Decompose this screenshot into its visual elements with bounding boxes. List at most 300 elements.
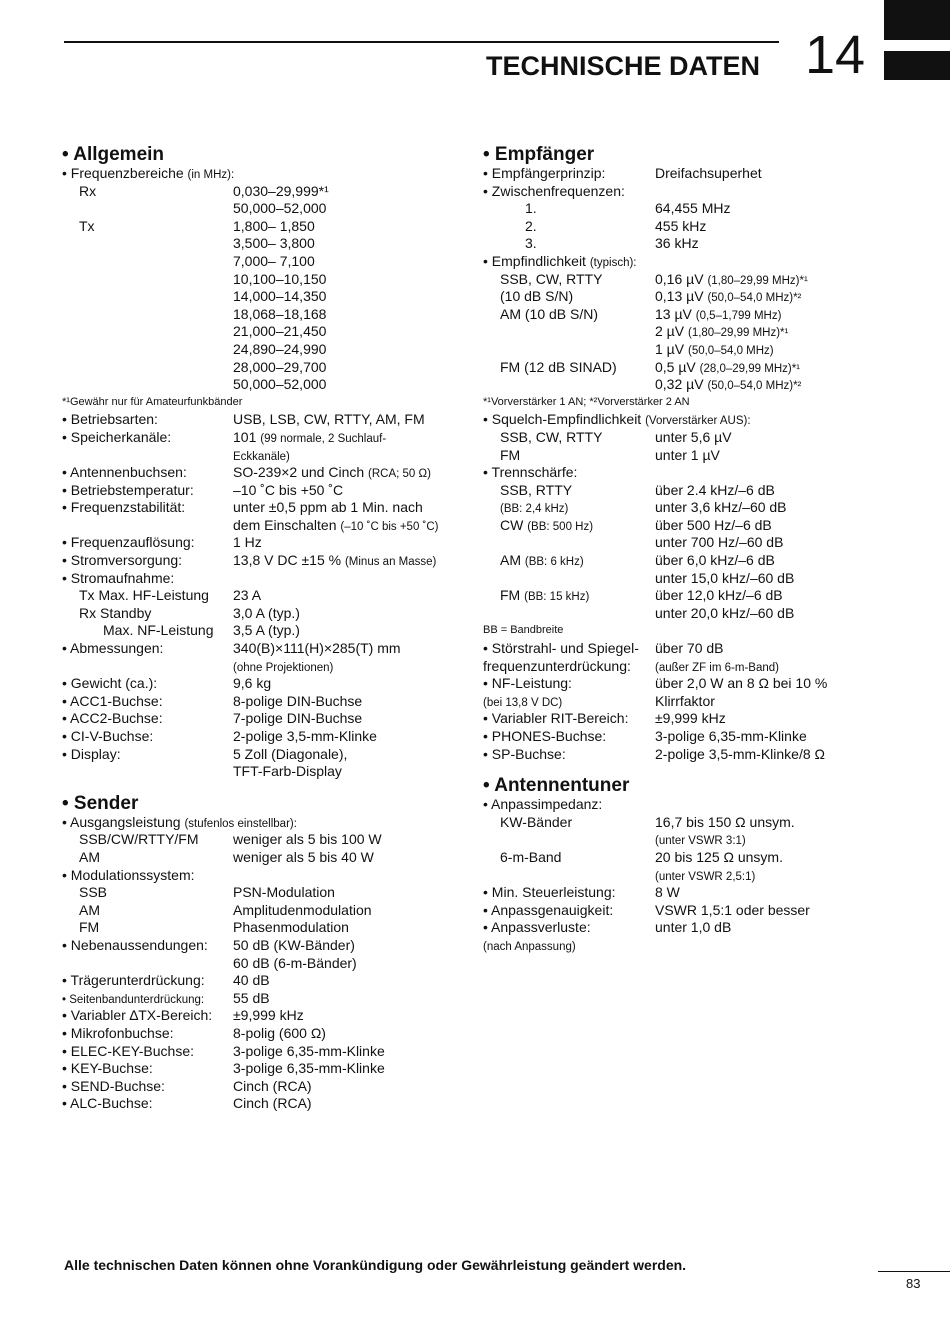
spec-value-text: unter 1 µV	[655, 446, 720, 463]
spec-label-text: • ALC-Buchse:	[62, 1095, 153, 1112]
spec-row	[62, 552, 472, 570]
spec-label-text: FM	[79, 919, 100, 936]
spec-value-note: (unter VSWR 2,5:1)	[655, 870, 756, 883]
spec-label-text: • SP-Buchse:	[483, 745, 566, 762]
spec-value	[233, 693, 362, 711]
spec-row	[62, 746, 472, 764]
spec-row	[483, 902, 923, 920]
spec-label-text: Rx Standby	[79, 604, 152, 621]
spec-value-text: 1 Hz	[233, 534, 262, 551]
spec-value-text: ±9,999 kHz	[233, 1007, 304, 1024]
spec-label	[483, 849, 561, 867]
spec-label	[62, 499, 185, 517]
spec-row	[62, 849, 472, 867]
spec-value	[655, 235, 699, 253]
chapter-tab-block	[884, 51, 950, 80]
spec-value-text: über 2,0 W an 8 Ω bei 10 %	[655, 675, 828, 692]
spec-row	[483, 640, 923, 658]
spec-row	[62, 937, 472, 955]
spec-row	[62, 867, 472, 885]
spec-value-note: (50,0–54,0 MHz)	[687, 344, 774, 357]
footnote: *¹Gewähr nur für Amateurfunkbänder	[62, 395, 243, 408]
spec-row	[483, 867, 923, 885]
spec-label-text: SSB/CW/RTTY/FM	[79, 831, 199, 848]
spec-value-text: 14,000–14,350	[233, 288, 327, 305]
spec-label	[483, 306, 598, 324]
spec-row	[483, 919, 923, 937]
spec-value	[655, 200, 730, 218]
spec-row	[62, 1025, 472, 1043]
spec-label-text: SSB, RTTY	[500, 481, 573, 498]
spec-row	[483, 218, 923, 236]
spec-value-text: Klirrfaktor	[655, 692, 715, 709]
spec-value-text: Amplitudenmodulation	[233, 901, 372, 918]
spec-label-text: • Frequenzbereiche	[62, 165, 188, 181]
spec-label-text: 6-m-Band	[500, 848, 562, 865]
spec-value-text: 3,0 A (typ.)	[233, 604, 300, 621]
spec-row	[62, 271, 472, 289]
spec-label-text: • Betriebstemperatur:	[62, 481, 194, 498]
spec-label	[483, 464, 577, 482]
spec-row	[483, 728, 923, 746]
spec-value	[233, 271, 326, 289]
spec-label	[62, 587, 209, 605]
spec-row	[483, 323, 923, 341]
spec-value	[655, 849, 783, 867]
spec-label-text: • Empfindlichkeit	[483, 252, 590, 269]
spec-row	[483, 235, 923, 253]
spec-label	[62, 710, 163, 728]
spec-label	[62, 1078, 165, 1096]
spec-value-text: 3-polige 6,35-mm-Klinke	[233, 1042, 385, 1059]
spec-value	[233, 359, 326, 377]
spec-row	[483, 183, 923, 201]
chapter-number: 14	[805, 25, 866, 85]
spec-label-text: • Mikrofonbuchse:	[62, 1024, 174, 1041]
spec-label	[62, 1025, 174, 1043]
spec-row	[483, 710, 923, 728]
spec-value-text: 24,890–24,990	[233, 340, 327, 357]
spec-row	[483, 587, 923, 605]
spec-row	[483, 831, 923, 849]
spec-value-text: 28,000–29,700	[233, 358, 327, 375]
spec-row	[62, 658, 472, 676]
spec-value	[655, 165, 762, 183]
spec-label-text: • Trägerunterdrückung:	[62, 972, 205, 989]
spec-row	[62, 447, 472, 465]
spec-value-text: 16,7 bis 150 Ω unsym.	[655, 813, 795, 830]
spec-label	[483, 884, 616, 902]
spec-value-text: 3,500– 3,800	[233, 235, 315, 252]
spec-value-text: über 6,0 kHz/–6 dB	[655, 552, 775, 569]
spec-row	[62, 728, 472, 746]
spec-label	[62, 1060, 153, 1078]
spec-label-text: • Zwischenfrequenzen:	[483, 182, 625, 199]
spec-label-text: • Speicherkanäle:	[62, 428, 172, 445]
spec-row	[62, 288, 472, 306]
spec-label-text: FM (12 dB SINAD)	[500, 358, 617, 375]
spec-row	[483, 675, 923, 693]
spec-row	[483, 464, 923, 482]
spec-value-text: 10,100–10,150	[233, 270, 327, 287]
spec-value	[233, 1078, 312, 1096]
spec-value	[655, 814, 795, 832]
spec-value-text: 2-polige 3,5-mm-Klinke	[233, 728, 377, 744]
page-number-rule	[878, 1271, 950, 1272]
spec-row	[62, 235, 472, 253]
spec-label-note: (nach Anpassung)	[483, 940, 576, 953]
spec-value-note: (99 normale, 2 Suchlauf-	[260, 432, 387, 445]
spec-label-note: • Seitenbandunterdrückung:	[62, 993, 205, 1006]
spec-label	[62, 482, 194, 500]
spec-value-text: unter 20,0 kHz/–60 dB	[655, 604, 795, 621]
spec-row	[483, 937, 923, 955]
spec-label-text: • SEND-Buchse:	[62, 1077, 165, 1094]
spec-value-note: (–10 ˚C bis +50 ˚C)	[340, 520, 439, 533]
spec-label	[483, 271, 602, 289]
spec-value	[233, 902, 372, 920]
spec-label-text: • Gewicht (ca.):	[62, 675, 158, 692]
spec-label	[483, 482, 572, 500]
page-title: TECHNISCHE DATEN	[486, 51, 761, 81]
spec-label	[62, 746, 121, 764]
spec-value-note: (ohne Projektionen)	[233, 661, 334, 674]
spec-value-note: (außer ZF im 6-m-Band)	[655, 661, 779, 674]
spec-label-text: • ACC1-Buchse:	[62, 692, 163, 709]
spec-label-text: • Abmessungen:	[62, 640, 164, 657]
spec-label	[483, 640, 639, 658]
spec-value-text: –10 ˚C bis +50 ˚C	[233, 481, 344, 498]
spec-label-text: • Stromversorgung:	[62, 552, 183, 569]
spec-label	[62, 902, 100, 920]
spec-label-text: AM	[500, 552, 525, 569]
spec-label	[62, 183, 96, 201]
spec-row	[62, 464, 472, 482]
spec-row	[62, 831, 472, 849]
spec-value-text: unter 1,0 dB	[655, 919, 732, 936]
spec-row	[62, 919, 472, 937]
spec-row	[62, 955, 472, 973]
spec-value-text: Dreifachsuperhet	[655, 165, 762, 181]
spec-label	[483, 658, 631, 676]
spec-row	[62, 341, 472, 359]
spec-label	[483, 710, 628, 728]
spec-label	[62, 570, 174, 588]
spec-label	[62, 411, 158, 429]
spec-value	[233, 919, 349, 937]
spec-row	[483, 849, 923, 867]
spec-row	[62, 972, 472, 990]
spec-value-text: Phasenmodulation	[233, 919, 349, 936]
spec-value-text: 2-polige 3,5-mm-Klinke/8 Ω	[655, 745, 825, 762]
spec-value-note: (unter VSWR 3:1)	[655, 835, 746, 848]
spec-value	[233, 849, 374, 867]
spec-value	[655, 710, 726, 728]
spec-value-text: 60 dB (6-m-Bänder)	[233, 954, 357, 971]
spec-label-text: • Nebenaussendungen:	[62, 936, 208, 953]
spec-row	[62, 411, 472, 429]
spec-label	[483, 937, 576, 957]
spec-label-text: • Frequenzauflösung:	[62, 534, 195, 551]
spec-value	[233, 323, 326, 341]
spec-value-text: 7-polige DIN-Buchse	[233, 710, 363, 727]
spec-value	[655, 499, 787, 517]
spec-label-text: FM	[500, 587, 525, 604]
spec-row	[483, 306, 923, 324]
spec-value-text: VSWR 1,5:1 oder besser	[655, 901, 810, 918]
spec-label	[483, 183, 625, 201]
spec-row	[62, 359, 472, 377]
spec-row	[62, 1078, 472, 1096]
spec-label	[62, 675, 157, 693]
spec-value-text: SO-239×2 und Cinch	[233, 464, 369, 481]
spec-row	[483, 200, 923, 218]
spec-label	[483, 235, 537, 253]
spec-label-text: (10 dB S/N)	[500, 288, 574, 305]
spec-row	[483, 884, 923, 902]
section-gap	[62, 781, 472, 794]
spec-value-text: 0,32 µV	[655, 376, 708, 393]
spec-label	[62, 464, 187, 482]
spec-label	[483, 902, 613, 920]
spec-row	[483, 411, 923, 429]
spec-label-text: Rx	[79, 182, 97, 199]
spec-value	[655, 482, 775, 500]
spec-row	[483, 165, 923, 183]
spec-label-text: • Variabler RIT-Bereich:	[483, 710, 629, 727]
section-heading: • Sender	[62, 792, 139, 814]
spec-label-text: • Ausgangsleistung	[62, 813, 185, 830]
spec-label-note: (in MHz):	[187, 169, 235, 181]
spec-value-text: unter 5,6 µV	[655, 428, 732, 445]
spec-row	[483, 534, 923, 552]
spec-value	[233, 955, 357, 973]
spec-label-text: SSB	[79, 884, 108, 901]
spec-value	[233, 1025, 326, 1043]
spec-value-note: (0,5–1,799 MHz)	[695, 309, 782, 322]
spec-row	[62, 675, 472, 693]
spec-label-text: • Squelch-Empfindlichkeit	[483, 411, 646, 428]
spec-value-note: (1,80–29,99 MHz)*¹	[687, 327, 789, 340]
spec-value-text: 8-polige DIN-Buchse	[233, 692, 363, 709]
spec-value	[655, 640, 724, 658]
spec-value-text: 0,13 µV	[655, 288, 708, 305]
spec-value	[233, 218, 315, 236]
spec-value	[233, 831, 382, 849]
spec-value-text: 5 Zoll (Diagonale),	[233, 745, 348, 762]
spec-value-text: 1 µV	[655, 340, 688, 357]
spec-value	[655, 605, 794, 623]
spec-value-text: 18,068–18,168	[233, 305, 327, 322]
spec-value	[655, 902, 810, 920]
spec-value	[233, 640, 401, 658]
spec-value-text: 13 µV	[655, 305, 696, 322]
chapter-tab-block-top	[884, 0, 950, 40]
spec-value	[655, 570, 794, 588]
spec-row	[62, 165, 472, 183]
spec-value-text: 0,030–29,999*¹	[233, 182, 329, 199]
spec-row	[483, 376, 923, 394]
spec-label-text: • Anpassimpedanz:	[483, 796, 603, 813]
spec-label	[483, 288, 573, 306]
spec-row	[62, 1095, 472, 1113]
spec-label	[62, 218, 95, 236]
footer-disclaimer: Alle technischen Daten können ohne Vorankündigung oder Gewährleistung geändert werden.	[64, 1257, 687, 1273]
spec-value	[655, 693, 715, 711]
spec-label-text: • ACC2-Buchse:	[62, 710, 163, 727]
spec-value-note: (RCA; 50 Ω)	[368, 468, 431, 481]
spec-label-text: • Variabler ∆TX-Bereich:	[62, 1007, 213, 1024]
spec-value	[233, 587, 261, 605]
spec-value-text: TFT-Farb-Display	[233, 763, 342, 780]
spec-row	[483, 499, 923, 517]
spec-value-text: 455 kHz	[655, 217, 707, 234]
right-column	[483, 145, 923, 955]
spec-value-text: unter 3,6 kHz/–60 dB	[655, 499, 787, 516]
spec-label	[483, 919, 591, 937]
spec-value	[655, 919, 731, 937]
spec-row	[62, 710, 472, 728]
footnote: BB = Bandbreite	[483, 624, 564, 637]
spec-value-note: (50,0–54,0 MHz)*²	[707, 380, 802, 393]
spec-label	[62, 1007, 212, 1025]
spec-row	[483, 517, 923, 535]
spec-value-text: über 12,0 kHz/–6 dB	[655, 587, 783, 604]
spec-row	[62, 376, 472, 394]
spec-value	[655, 218, 706, 236]
spec-label-text: • Trennschärfe:	[483, 464, 578, 481]
spec-row	[483, 746, 923, 764]
spec-row	[483, 796, 923, 814]
spec-value	[233, 200, 326, 218]
spec-label-text: • Anpassverluste:	[483, 919, 591, 936]
spec-value	[655, 517, 772, 535]
spec-label-text: • Betriebsarten:	[62, 411, 158, 428]
spec-value-text: 101	[233, 428, 261, 445]
spec-label	[62, 693, 163, 711]
spec-row	[483, 288, 923, 306]
spec-label-text: AM (10 dB S/N)	[500, 305, 599, 322]
spec-value-text: 8-polig (600 Ω)	[233, 1024, 326, 1041]
spec-row	[62, 218, 472, 236]
spec-value	[233, 341, 326, 359]
spec-label-text: • Antennenbuchsen:	[62, 464, 187, 481]
spec-label-text: AM	[79, 848, 100, 865]
spec-value	[233, 710, 362, 728]
spec-value	[233, 763, 342, 781]
spec-value-text: 1,800– 1,850	[233, 217, 315, 234]
spec-value	[655, 746, 825, 764]
spec-value	[655, 534, 783, 552]
spec-value-text: unter 15,0 kHz/–60 dB	[655, 569, 795, 586]
spec-label	[483, 165, 605, 183]
spec-value-text: 2 µV	[655, 323, 688, 340]
spec-label-note: (typisch):	[589, 256, 637, 269]
spec-label	[62, 622, 213, 640]
spec-value	[233, 482, 343, 500]
spec-value-text: 9,6 kg	[233, 675, 272, 692]
spec-label-text: • Empfängerprinzip:	[483, 165, 606, 181]
spec-row	[62, 482, 472, 500]
spec-label	[62, 429, 171, 447]
spec-value	[233, 675, 271, 693]
footnote: *¹Vorverstärker 1 AN; *²Vorverstärker 2 AN	[483, 395, 690, 408]
spec-label	[62, 552, 182, 570]
spec-label	[62, 605, 151, 623]
spec-label-text: SSB, CW, RTTY	[500, 428, 603, 445]
spec-value	[233, 622, 300, 640]
spec-value	[233, 746, 347, 764]
spec-row	[483, 605, 923, 623]
spec-label-text: 3.	[525, 235, 537, 252]
spec-value	[233, 253, 315, 271]
spec-label	[62, 849, 100, 867]
spec-label-text: AM	[79, 901, 100, 918]
spec-label	[62, 728, 153, 746]
spec-label-text: • Anpassgenauigkeit:	[483, 901, 614, 918]
spec-row	[62, 306, 472, 324]
spec-row	[483, 359, 923, 377]
spec-row	[62, 183, 472, 201]
spec-row	[62, 429, 472, 447]
spec-label	[62, 972, 205, 990]
spec-label-text: FM	[500, 446, 521, 463]
spec-label	[483, 447, 520, 465]
spec-label	[483, 429, 602, 447]
spec-row	[483, 570, 923, 588]
header-rule	[64, 41, 779, 43]
spec-value	[655, 728, 807, 746]
spec-row	[62, 693, 472, 711]
spec-row	[62, 534, 472, 552]
spec-row	[483, 253, 923, 271]
spec-value-note: (28,0–29,99 MHz)*¹	[699, 362, 801, 375]
spec-label	[62, 867, 195, 885]
spec-value-text: USB, LSB, CW, RTTY, AM, FM	[233, 411, 425, 428]
spec-label	[483, 200, 537, 218]
spec-value-note: (Minus an Masse)	[344, 556, 437, 569]
spec-value-text: 50 dB (KW-Bänder)	[233, 936, 355, 953]
spec-row	[62, 1060, 472, 1078]
spec-label	[483, 814, 572, 832]
spec-value-text: 40 dB	[233, 972, 270, 989]
spec-value	[233, 1095, 312, 1113]
section-heading: • Allgemein	[62, 144, 165, 165]
spec-label-text: SSB, CW, RTTY	[500, 270, 603, 287]
spec-label-note: (Vorverstärker AUS):	[645, 415, 751, 428]
spec-value-note: (50,0–54,0 MHz)*²	[707, 292, 802, 305]
spec-label-text: • Modulationssystem:	[62, 866, 195, 883]
spec-value-text: 0,5 µV	[655, 358, 700, 375]
spec-row	[483, 693, 923, 711]
spec-value	[233, 376, 326, 394]
spec-label-note: (stufenlos einstellbar):	[184, 817, 297, 830]
spec-value-text: unter ±0,5 ppm ab 1 Min. nach	[233, 499, 423, 516]
spec-value-text: 3,5 A (typ.)	[233, 622, 300, 639]
spec-value-text: über 2.4 kHz/–6 dB	[655, 481, 775, 498]
spec-value-text: weniger als 5 bis 100 W	[233, 831, 382, 848]
spec-value-text: Cinch (RCA)	[233, 1077, 312, 1094]
page-number: 83	[906, 1276, 921, 1291]
spec-value-text: 8 W	[655, 884, 680, 901]
section-heading: • Antennentuner	[483, 775, 630, 797]
spec-row	[483, 271, 923, 289]
spec-label-text: • Frequenzstabilität:	[62, 499, 186, 516]
spec-label-text: • PHONES-Buchse:	[483, 728, 607, 744]
spec-value-text: 55 dB	[233, 989, 270, 1006]
spec-row	[62, 640, 472, 658]
spec-value-text: 50,000–52,000	[233, 200, 327, 217]
